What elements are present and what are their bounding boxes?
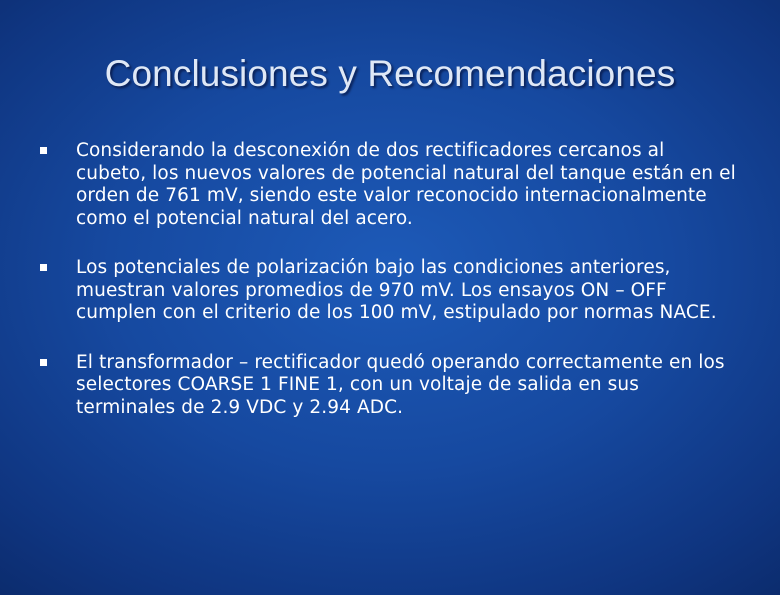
bullet-list — [40, 140, 740, 419]
square-bullet-icon — [40, 359, 47, 366]
bullet-text: Los potenciales de polarización bajo las condiciones anteriores, muestran valores promedios de 970 mV. Los ensayos ON – OFF cumplen con el criterio de los 100 mV, estipulado por normas NACE. — [76, 257, 717, 323]
square-bullet-icon — [40, 264, 47, 271]
slide-title: Conclusiones y Recomendaciones — [104, 53, 676, 94]
bullet-item — [40, 352, 740, 420]
bullet-text: El transformador – rectificador quedó operando correctamente en los selectores COARSE 1 FINE 1, con un voltaje de salida en sus terminales de 2.9 VDC y 2.94 ADC. — [76, 351, 725, 418]
square-bullet-icon — [40, 147, 47, 154]
bullet-text: Considerando la desconexión de dos rectificadores cercanos al cubeto, los nuevos valores de potencial natural del tanque están en el orden de 761 mV, siendo este valor reconocido internacionalmente como el potencial natural del acero. — [76, 140, 736, 229]
bullet-item — [40, 140, 740, 230]
bullet-item — [40, 257, 740, 325]
